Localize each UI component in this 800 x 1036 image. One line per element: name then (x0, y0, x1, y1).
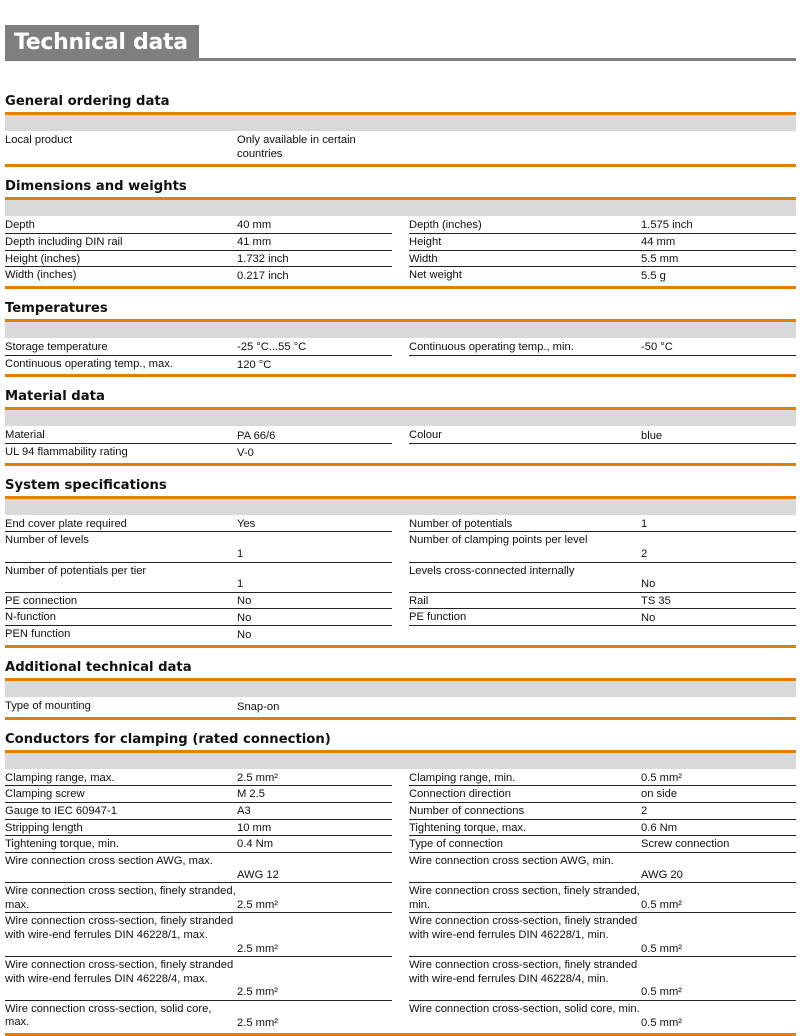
left-column (5, 516, 392, 643)
spec-row (409, 516, 796, 533)
spec-row (5, 251, 392, 268)
section-bottom-rule (5, 374, 796, 377)
spec-value: 1 (641, 517, 648, 530)
spec-label: Wire connection cross-section, finely stranded with wire-end ferrules DIN 46228/1, min. (409, 915, 638, 941)
section-bottom-rule (5, 1033, 796, 1036)
spec-label: Width (inches) (5, 269, 77, 282)
section-header-band (5, 200, 796, 216)
spec-row (5, 516, 392, 533)
spec-label: N-function (5, 611, 56, 624)
spec-label: Clamping range, max. (5, 771, 115, 784)
section-bottom-rule (5, 463, 796, 466)
spec-value: 5.5 mm (641, 252, 679, 265)
spec-value: 5.5 g (641, 270, 666, 283)
spec-value: 0.5 mm² (641, 986, 683, 999)
spec-label: Clamping screw (5, 788, 85, 801)
section-header-band (5, 410, 796, 426)
section-bottom-rule (5, 717, 796, 720)
spec-label: Wire connection cross section, finely stranded, max. (5, 885, 236, 911)
spec-row (5, 356, 392, 373)
spec-row (5, 609, 392, 626)
section-columns (5, 339, 796, 372)
spec-value: No (641, 578, 656, 591)
section-columns (5, 516, 796, 643)
spec-row (5, 803, 392, 820)
spec-value: AWG 20 (641, 868, 683, 881)
spec-row (5, 836, 392, 853)
spec-value: 0.4 Nm (237, 838, 274, 851)
spec-label: Continuous operating temp., max. (5, 357, 173, 370)
spec-row (409, 883, 796, 913)
spec-row (5, 626, 392, 643)
spec-label: Wire connection cross-section, finely stranded with wire-end ferrules DIN 46228/1, max. (5, 915, 234, 941)
spec-value: 44 mm (641, 236, 676, 249)
section-bottom-rule (5, 645, 796, 648)
spec-label: Height (409, 235, 442, 248)
spec-label: Number of potentials per tier (5, 564, 147, 577)
spec-row (5, 1001, 392, 1031)
spec-row (409, 217, 796, 234)
spec-value: 0.5 mm² (641, 1017, 683, 1030)
spec-row (409, 563, 796, 593)
spec-row (5, 532, 392, 562)
spec-value: 2.5 mm² (237, 1017, 279, 1030)
spec-label: Tightening torque, max. (409, 821, 527, 834)
right-column (409, 427, 796, 460)
spec-label: Depth including DIN rail (5, 235, 123, 248)
spec-value: 0.6 Nm (641, 821, 678, 834)
spec-row (5, 267, 392, 284)
section-header-band (5, 753, 796, 769)
spec-value: 0.217 inch (237, 270, 289, 283)
spec-label: Material (5, 429, 45, 442)
section-title: Additional technical data (5, 659, 192, 675)
spec-label: Clamping range, min. (409, 771, 516, 784)
spec-row (5, 820, 392, 837)
spec-row (409, 609, 796, 626)
section-dimensions-and-weights (5, 173, 796, 289)
spec-label: Number of clamping points per level (409, 534, 588, 547)
section-header-band (5, 499, 796, 515)
spec-row (5, 786, 392, 803)
spec-row (5, 957, 392, 1001)
spec-row (409, 356, 796, 373)
spec-label: Wire connection cross-section, finely stranded with wire-end ferrules DIN 46228/4, min. (409, 959, 638, 985)
left-column (5, 698, 392, 715)
spec-row (5, 913, 392, 957)
spec-row (5, 698, 392, 715)
section-columns (5, 217, 796, 284)
spec-value: 0.5 mm² (641, 771, 683, 784)
section-material-data (5, 383, 796, 465)
spec-row (409, 427, 796, 444)
section-header-band (5, 322, 796, 338)
page-header (5, 0, 796, 62)
spec-value: -50 °C (641, 341, 673, 354)
spec-label: Type of connection (409, 838, 503, 851)
spec-value: No (641, 611, 656, 624)
spec-value: Screw connection (641, 838, 730, 851)
spec-value: 2.5 mm² (237, 942, 279, 955)
spec-value: 2.5 mm² (237, 986, 279, 999)
spec-row (5, 770, 392, 787)
spec-row (5, 563, 392, 593)
spec-label: Height (inches) (5, 252, 81, 265)
spec-row (5, 132, 392, 162)
spec-row (5, 593, 392, 610)
spec-value: 1.732 inch (237, 252, 289, 265)
spec-label: Storage temperature (5, 340, 108, 353)
spec-value: 41 mm (237, 236, 272, 249)
spec-label: Type of mounting (5, 699, 91, 712)
spec-value: TS 35 (641, 594, 671, 607)
spec-value: Only available in certain countries (237, 134, 356, 160)
spec-label: Wire connection cross-section, solid core, max. (5, 1002, 212, 1029)
spec-label: Wire connection cross-section, solid core, min. (409, 1002, 640, 1015)
spec-label: Depth (5, 219, 35, 232)
spec-label: End cover plate required (5, 517, 127, 530)
spec-row (409, 532, 796, 562)
spec-row (409, 786, 796, 803)
section-header-band (5, 115, 796, 131)
spec-label: Connection direction (409, 788, 511, 801)
technical-data-page (5, 0, 796, 1036)
spec-value: PA 66/6 (237, 429, 276, 442)
spec-label: UL 94 flammability rating (5, 446, 128, 458)
right-column (409, 217, 796, 284)
spec-row (409, 444, 796, 461)
section-title: Conductors for clamping (rated connection) (5, 731, 331, 747)
section-bottom-rule (5, 286, 796, 289)
spec-row (5, 444, 392, 461)
spec-value: 1.575 inch (641, 219, 693, 232)
left-column (5, 770, 392, 1031)
spec-value: 2 (641, 548, 648, 561)
spec-row (5, 339, 392, 356)
spec-row (409, 820, 796, 837)
spec-value: M 2.5 (237, 788, 265, 801)
right-column (409, 132, 796, 162)
spec-label: Local product (5, 134, 73, 146)
spec-value: 2 (641, 805, 648, 818)
spec-row (5, 427, 392, 444)
spec-value: V-0 (237, 447, 254, 460)
spec-label: Stripping length (5, 821, 83, 834)
spec-row (409, 267, 796, 284)
spec-row (409, 251, 796, 268)
section-title: System specifications (5, 477, 167, 493)
section-additional-technical-data (5, 654, 796, 720)
section-conductors-for-clamping-rated-connection (5, 726, 796, 1036)
section-system-specifications (5, 472, 796, 648)
spec-value: 1 (237, 548, 244, 561)
spec-value: AWG 12 (237, 868, 279, 881)
spec-value: 1 (237, 578, 244, 591)
left-column (5, 427, 392, 460)
spec-row (409, 593, 796, 610)
spec-value: Yes (237, 517, 256, 530)
left-column (5, 217, 392, 284)
section-title: Temperatures (5, 300, 108, 316)
spec-row (409, 853, 796, 883)
sections-container (5, 88, 796, 1036)
spec-label: PE connection (5, 594, 78, 607)
spec-label: Net weight (409, 269, 462, 282)
spec-label: Wire connection cross section AWG, min. (409, 854, 614, 867)
spec-row (409, 803, 796, 820)
page-title: Technical data (5, 25, 199, 61)
section-columns (5, 132, 796, 162)
spec-row (409, 913, 796, 957)
spec-value: 40 mm (237, 219, 272, 232)
spec-row (409, 339, 796, 356)
section-temperatures (5, 295, 796, 377)
spec-row (409, 836, 796, 853)
spec-label: Wire connection cross section, finely stranded, min. (409, 885, 640, 911)
section-columns (5, 427, 796, 460)
section-title: General ordering data (5, 94, 170, 109)
section-title: Dimensions and weights (5, 179, 187, 195)
right-column (409, 339, 796, 372)
spec-value: 2.5 mm² (237, 771, 279, 784)
title-underline (199, 58, 796, 61)
spec-row (409, 1001, 796, 1031)
spec-value: blue (641, 429, 663, 442)
spec-value: on side (641, 788, 678, 801)
spec-value: 120 °C (237, 358, 272, 371)
spec-label: Number of connections (409, 804, 525, 817)
spec-value: 2.5 mm² (237, 898, 279, 911)
spec-row (409, 234, 796, 251)
spec-label: Gauge to IEC 60947-1 (5, 804, 117, 817)
spec-value: 10 mm (237, 821, 272, 834)
right-column (409, 516, 796, 643)
spec-row (409, 626, 796, 643)
spec-label: Tightening torque, min. (5, 838, 120, 851)
spec-row (5, 234, 392, 251)
right-column (409, 698, 796, 715)
spec-label: Wire connection cross section AWG, max. (5, 854, 213, 867)
spec-label: Continuous operating temp., min. (409, 340, 574, 353)
spec-label: PEN function (5, 628, 71, 641)
spec-label: Levels cross-connected internally (409, 564, 575, 577)
spec-label: Number of potentials (409, 517, 513, 530)
spec-value: A3 (237, 805, 251, 818)
spec-label: Width (409, 252, 438, 265)
spec-value: No (237, 629, 252, 642)
spec-value: No (237, 594, 252, 607)
spec-value: -25 °C...55 °C (237, 341, 307, 354)
left-column (5, 132, 392, 162)
spec-label: Rail (409, 594, 429, 607)
spec-value: 0.5 mm² (641, 942, 683, 955)
spec-row (5, 853, 392, 883)
spec-row (5, 217, 392, 234)
section-columns (5, 698, 796, 715)
spec-row (409, 957, 796, 1001)
section-general-ordering-data (5, 88, 796, 167)
spec-row (409, 770, 796, 787)
spec-value: No (237, 611, 252, 624)
spec-label: PE function (409, 611, 467, 624)
section-columns (5, 770, 796, 1031)
right-column (409, 770, 796, 1031)
spec-value: 0.5 mm² (641, 898, 683, 911)
section-title: Material data (5, 389, 105, 405)
spec-row (5, 883, 392, 913)
section-header-band (5, 681, 796, 697)
left-column (5, 339, 392, 372)
spec-value: Snap-on (237, 701, 280, 713)
section-bottom-rule (5, 164, 796, 167)
spec-label: Wire connection cross-section, finely stranded with wire-end ferrules DIN 46228/4, max. (5, 959, 234, 985)
spec-label: Colour (409, 429, 442, 442)
spec-label: Number of levels (5, 534, 89, 547)
spec-label: Depth (inches) (409, 219, 482, 232)
